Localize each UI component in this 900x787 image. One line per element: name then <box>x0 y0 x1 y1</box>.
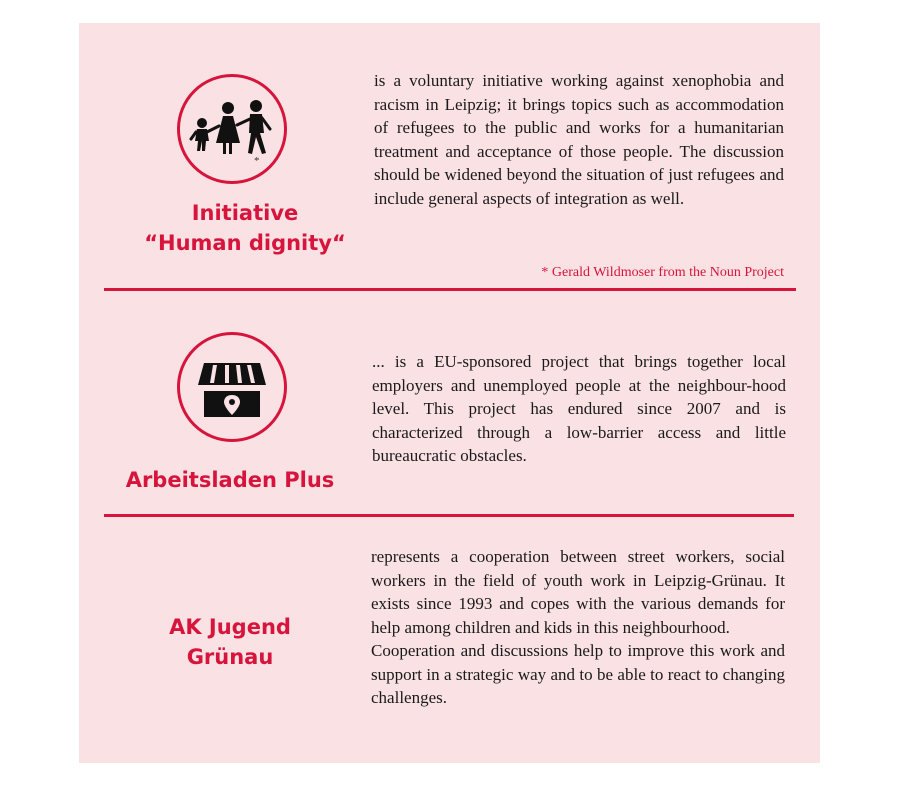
description-paragraph: represents a cooperation between street workers, social workers in the field of youth work in Leipzig-Grünau. It exists since 1993 and copes with the various demands for help among children and kids in this neighbourhood. <box>371 547 785 637</box>
icon-asterisk: * <box>254 155 260 167</box>
description-paragraph: Cooperation and discussions help to improve this work and support in a strategic way and to be able to react to changing challenges. <box>371 641 785 707</box>
title-line: Initiative <box>191 201 299 225</box>
section-title-ak-jugend <box>105 612 355 672</box>
title-line: “Human dignity“ <box>144 231 346 255</box>
section-title-human-dignity <box>120 198 370 258</box>
title-line: Grünau <box>186 645 274 669</box>
family-icon <box>177 74 287 184</box>
section-description <box>372 350 786 468</box>
section-divider <box>104 288 796 291</box>
section-title-arbeitsladen <box>100 465 360 495</box>
title-line: Arbeitsladen Plus <box>125 468 335 492</box>
shop-icon <box>177 332 287 442</box>
description-paragraph: ... is a EU-sponsored project that brings together local employers and unemployed people at the neighbour-hood level. This project has endured since 2007 and is characterized through a low-barrier access and little bureaucratic obstacles. <box>372 352 786 465</box>
section-divider <box>104 514 794 517</box>
section-description <box>371 545 785 710</box>
description-paragraph: is a voluntary initiative working against xenophobia and racism in Leipzig; it brings topics such as accommodation of refugees to the public and works for a humanitarian treatment and acceptance of those people. The discussion should be widened beyond the situation of just refugees and include general aspects of integration as well. <box>374 71 784 208</box>
icon-credit: * Gerald Wildmoser from the Noun Project <box>541 265 784 280</box>
title-line: AK Jugend <box>169 615 291 639</box>
section-description <box>374 69 784 210</box>
